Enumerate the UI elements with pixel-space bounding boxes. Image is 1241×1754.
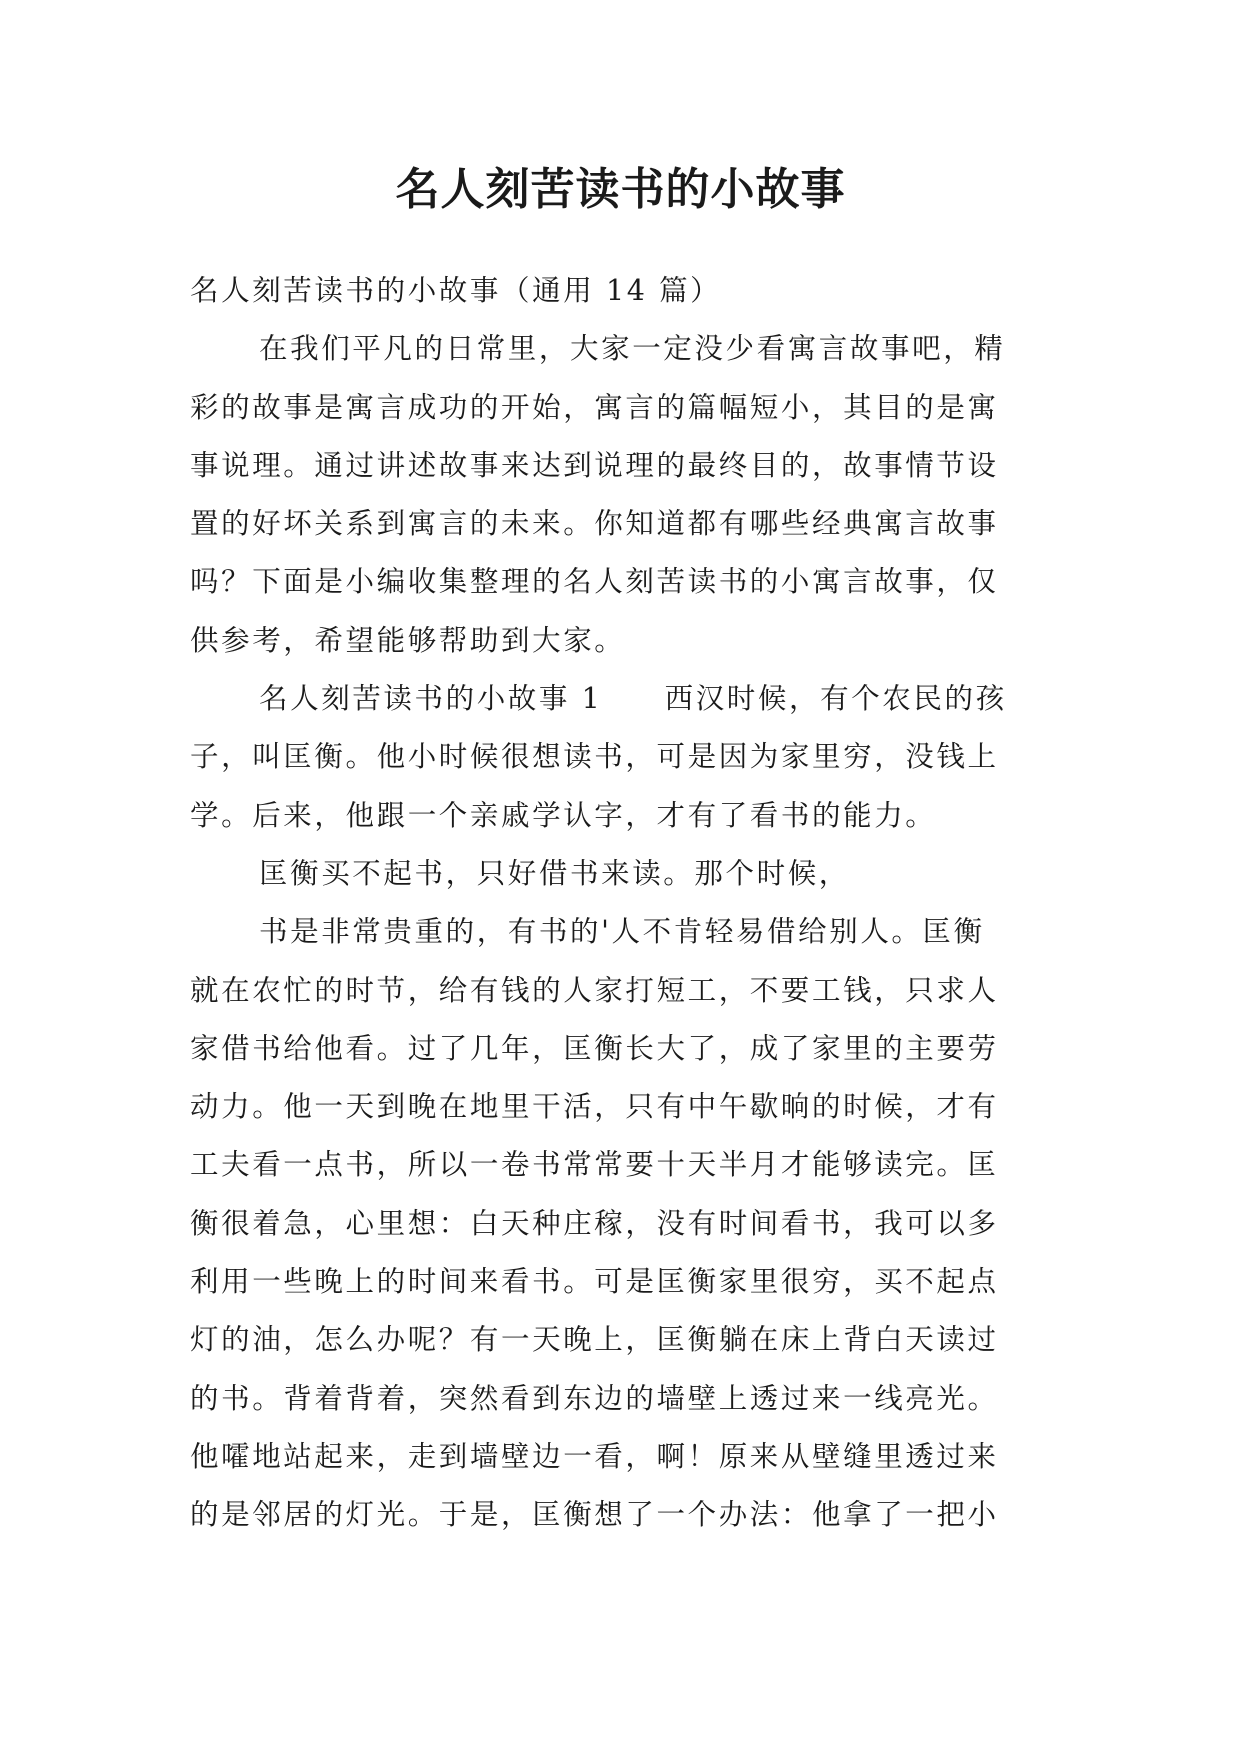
text-line: 书是非常贵重的，有书的'人不肯轻易借给别人。匡衡 [259,915,985,949]
text-line: 的是邻居的灯光。于是，匡衡想了一个办法：他拿了一把小 [190,1498,999,1532]
text-line: 利用一些晚上的时间来看书。可是匡衡家里很穷，买不起点 [190,1265,999,1299]
text-line: 在我们平凡的日常里，大家一定没少看寓言故事吧，精 [259,332,1006,366]
text-line: 事说理。通过讲述故事来达到说理的最终目的，故事情节设 [190,448,999,482]
document-title: 名人刻苦读书的小故事 [395,164,846,215]
text-line: 子，叫匡衡。他小时候很想读书，可是因为家里穷，没钱上 [190,740,999,774]
text-line: 匡衡买不起书，只好借书来读。那个时候， [259,856,850,890]
text-line: 供参考，希望能够帮助到大家。 [190,623,626,657]
text-line: 的书。背着背着，突然看到东边的墙壁上透过来一线亮光。 [190,1381,999,1415]
text-line: 彩的故事是寓言成功的开始，寓言的篇幅短小，其目的是寓 [190,390,999,424]
text-line: 工夫看一点书，所以一卷书常常要十天半月才能够读完。匡 [190,1148,999,1182]
text-line: 学。后来，他跟一个亲戚学认字，才有了看书的能力。 [190,798,937,832]
text-line: 名人刻苦读书的小故事（通用 14 篇） [190,274,722,307]
text-line: 置的好坏关系到寓言的未来。你知道都有哪些经典寓言故事 [190,507,999,541]
text-line: 吗？下面是小编收集整理的名人刻苦读书的小寓言故事，仅 [190,565,999,599]
document-body [190,262,1070,1545]
text-line: 家借书给他看。过了几年，匡衡长大了，成了家里的主要劳 [190,1031,999,1065]
text-line: 灯的油，怎么办呢？有一天晚上，匡衡躺在床上背白天读过 [190,1323,999,1357]
text-line: 名人刻苦读书的小故事 1 西汉时候，有个农民的孩 [259,682,1007,716]
text-line: 动力。他一天到晚在地里干活，只有中午歇晌的时候，才有 [190,1090,999,1124]
text-line: 他嚯地站起来，走到墙壁边一看，啊！原来从壁缝里透过来 [190,1439,999,1473]
text-line: 就在农忙的时节，给有钱的人家打短工，不要工钱，只求人 [190,973,999,1007]
text-line: 衡很着急，心里想：白天种庄稼，没有时间看书，我可以多 [190,1206,999,1240]
